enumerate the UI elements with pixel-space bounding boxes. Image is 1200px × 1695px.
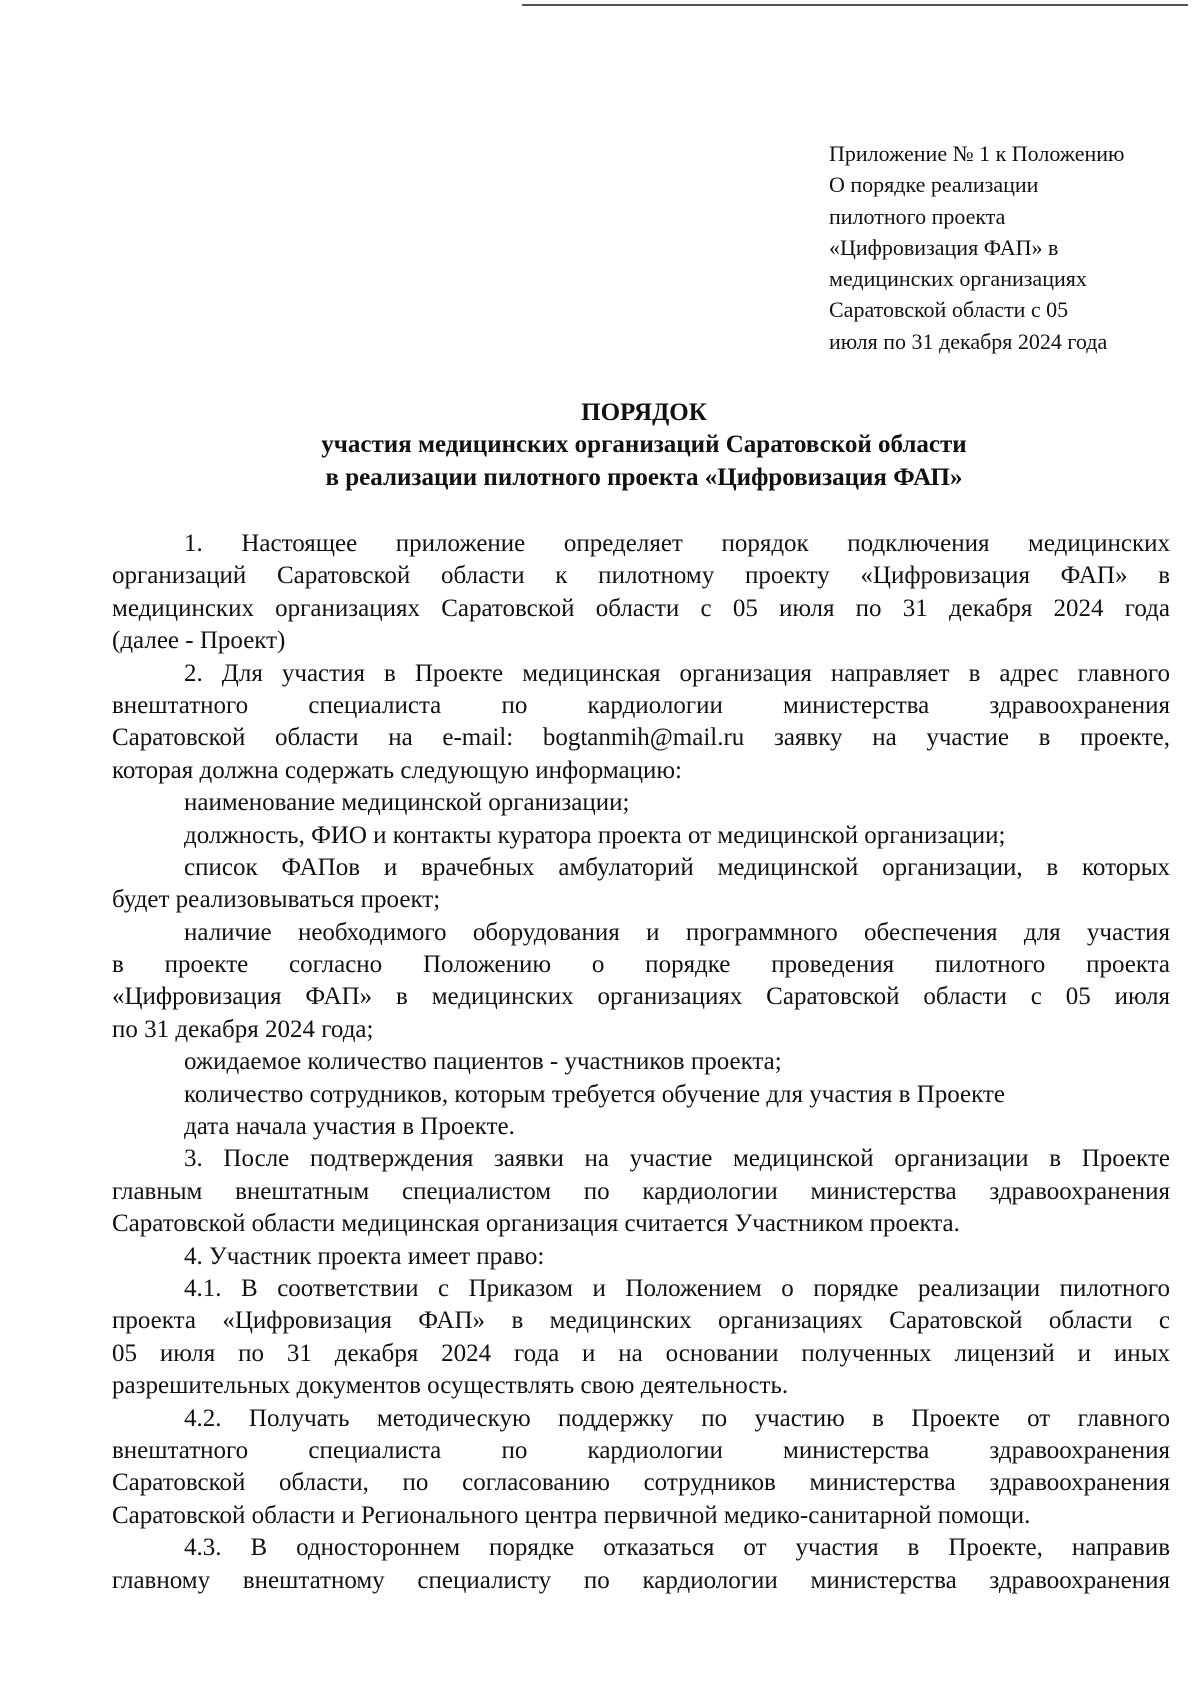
- body-line: в проекте согласно Положению о порядке проведения пилотного проекта: [112, 951, 1170, 979]
- body-line: количество сотрудников, которым требуется обучение для участия в Проекте: [184, 1080, 1005, 1108]
- appendix-line: О порядке реализации: [829, 172, 1039, 198]
- body-line: список ФАПов и врачебных амбулаторий медицинской организации, в которых: [184, 853, 1170, 881]
- body-line: будет реализовываться проект;: [112, 886, 441, 914]
- subtitle-line: участия медицинских организаций Саратовской области: [321, 431, 967, 458]
- body-line: внештатного специалиста по кардиологии министерства здравоохранения: [112, 1436, 1170, 1464]
- body-line: 4. Участник проекта имеет право:: [184, 1242, 545, 1270]
- document-title: ПОРЯДОК: [581, 399, 707, 426]
- body-line: должность, ФИО и контакты куратора проекта от медицинской организации;: [184, 821, 1006, 849]
- appendix-line: Саратовской области с 05: [829, 297, 1069, 323]
- body-line: «Цифровизация ФАП» в медицинских организациях Саратовской области с 05 июля: [112, 983, 1170, 1011]
- body-line: 4.3. В одностороннем порядке отказаться от участия в Проекте, направив: [184, 1534, 1170, 1562]
- body-line: ожидаемое количество пациентов - участников проекта;: [184, 1048, 782, 1076]
- body-line: 1. Настоящее приложение определяет порядок подключения медицинских: [184, 530, 1170, 557]
- subtitle-line: в реализации пилотного проекта «Цифровизация ФАП»: [325, 464, 963, 491]
- body-line: проекта «Цифровизация ФАП» в медицинских организациях Саратовской области с: [112, 1307, 1170, 1335]
- document-body: [112, 528, 1170, 1597]
- body-line: 2. Для участия в Проекте медицинская организация направляет в адрес главного: [184, 659, 1170, 687]
- body-line: главному внештатному специалисту по кардиологии министерства здравоохранения: [112, 1566, 1170, 1594]
- body-line: Саратовской области и Регионального центра первичной медико-санитарной помощи.: [112, 1501, 1031, 1529]
- body-line: 05 июля по 31 декабря 2024 года и на основании полученных лицензий и иных: [112, 1339, 1170, 1367]
- appendix-line: пилотного проекта: [829, 203, 1006, 229]
- body-line: по 31 декабря 2024 года;: [112, 1015, 374, 1043]
- body-line: внештатного специалиста по кардиологии министерства здравоохранения: [112, 691, 1170, 719]
- appendix-line: «Цифровизация ФАП» в: [829, 234, 1059, 260]
- body-line: главным внештатным специалистом по кардиологии министерства здравоохранения: [112, 1177, 1170, 1205]
- body-line: Саратовской области на e-mail: bogtanmih@mail.ru заявку на участие в проекте,: [112, 724, 1170, 752]
- appendix-line: медицинских организациях: [829, 266, 1087, 292]
- body-line: Саратовской области медицинская организация считается Участником проекта.: [112, 1210, 960, 1238]
- body-line: наличие необходимого оборудования и программного обеспечения для участия: [184, 918, 1170, 946]
- body-line: (далее - Проект): [112, 627, 286, 655]
- body-line: 4.1. В соответствии с Приказом и Положением о порядке реализации пилотного: [184, 1274, 1170, 1302]
- body-line: дата начала участия в Проекте.: [184, 1113, 515, 1141]
- document-subtitle: [110, 428, 1178, 494]
- body-line: разрешительных документов осуществлять свою деятельность.: [112, 1372, 789, 1400]
- appendix-note: [829, 138, 1169, 357]
- body-line: которая должна содержать следующую информацию:: [112, 756, 682, 784]
- body-line: 4.2. Получать методическую поддержку по участию в Проекте от главного: [184, 1404, 1170, 1432]
- body-line: 3. После подтверждения заявки на участие медицинской организации в Проекте: [184, 1145, 1170, 1173]
- body-line: Саратовской области, по согласованию сотрудников министерства здравоохранения: [112, 1469, 1170, 1497]
- body-line: наименование медицинской организации;: [184, 789, 630, 817]
- appendix-line: Приложение № 1 к Положению: [829, 141, 1125, 166]
- body-line: организаций Саратовской области к пилотному проекту «Цифровизация ФАП» в: [112, 562, 1170, 590]
- top-rule: [522, 4, 1188, 6]
- appendix-line: июля по 31 декабря 2024 года: [829, 328, 1108, 354]
- body-line: медицинских организациях Саратовской области с 05 июля по 31 декабря 2024 года: [112, 594, 1170, 622]
